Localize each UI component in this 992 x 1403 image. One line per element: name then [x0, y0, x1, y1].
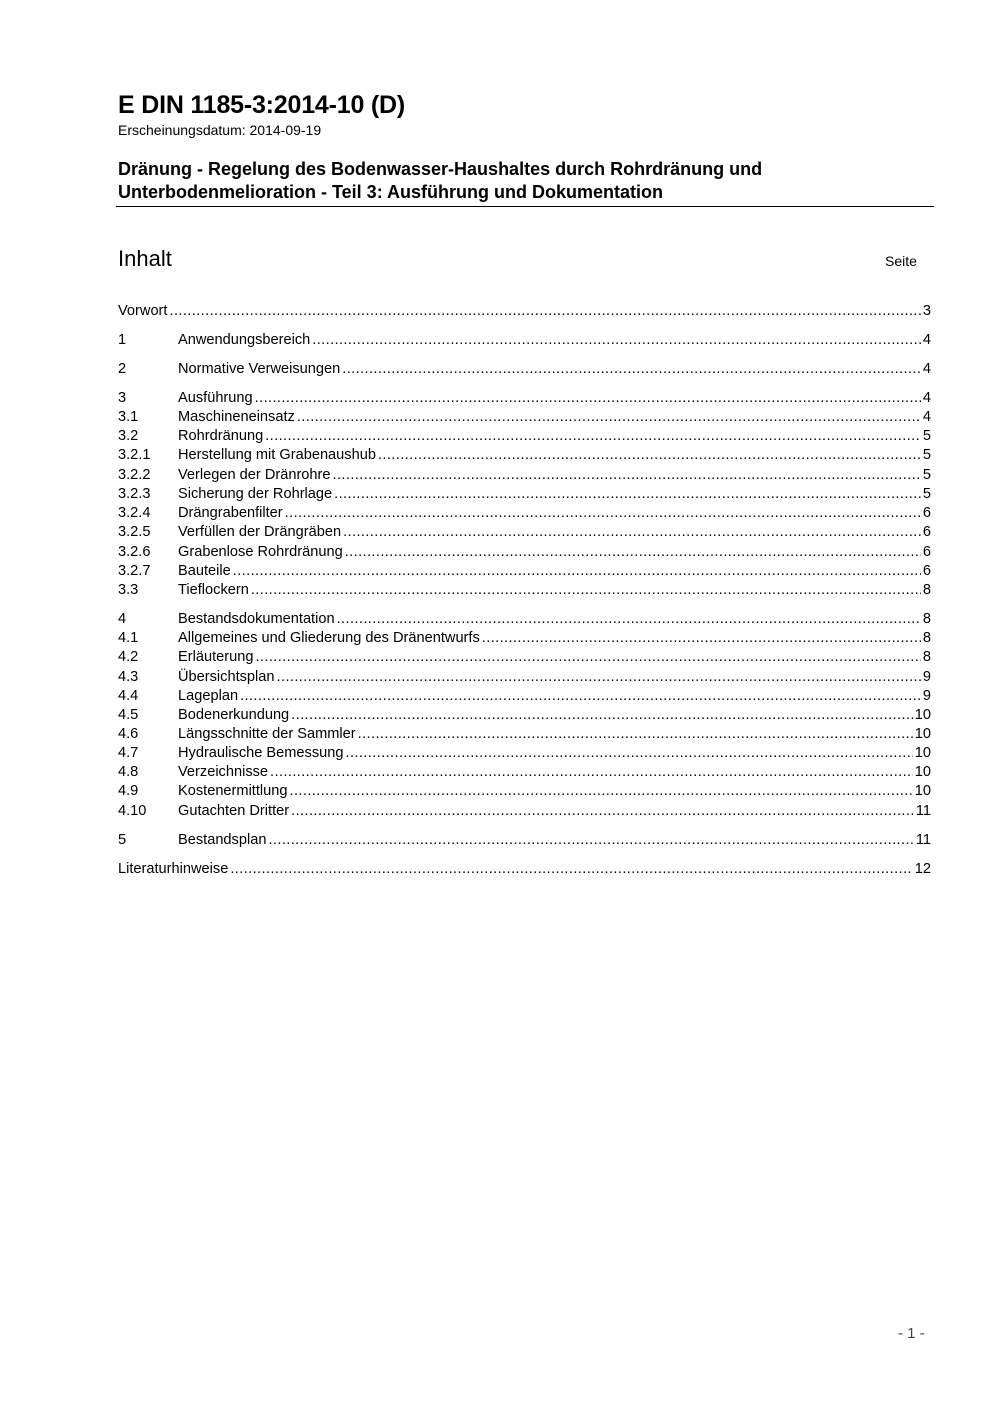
toc-entry[interactable]	[118, 610, 931, 629]
toc-entry-title: Verlegen der Dränrohre	[178, 467, 331, 483]
toc-dot-leader	[312, 331, 921, 350]
toc-entry-page: 11	[915, 803, 931, 819]
toc-entry-title: Gutachten Dritter	[178, 803, 290, 819]
toc-entry-number: 2	[118, 361, 127, 377]
toc-entry-title: Herstellung mit Grabenaushub	[178, 447, 376, 463]
toc-dot-leader	[291, 802, 914, 821]
toc-entry[interactable]	[118, 860, 931, 879]
toc-entry-title: Bodenerkundung	[178, 707, 290, 723]
toc-entry-title: Übersichtsplan	[178, 669, 275, 685]
toc-entry-number: 3.2.4	[118, 505, 151, 521]
toc-dot-leader	[345, 543, 921, 562]
toc-entry-page: 10	[914, 745, 931, 761]
toc-entry[interactable]	[118, 466, 931, 485]
toc-entry-number: 4.9	[118, 783, 139, 799]
toc-entry-title: Verfüllen der Drängräben	[178, 524, 342, 540]
toc-entry-title: Ausführung	[178, 390, 253, 406]
toc-entry-title: Normative Verweisungen	[178, 361, 341, 377]
toc-dot-leader	[277, 668, 921, 687]
toc-entry-page: 4	[922, 390, 931, 406]
toc-heading: Inhalt	[118, 246, 172, 271]
toc-entry-title: Vorwort	[118, 303, 168, 319]
toc-entry[interactable]	[118, 446, 931, 465]
toc-entry[interactable]	[118, 562, 931, 581]
toc-entry-number: 4.4	[118, 688, 139, 704]
toc-entry-title: Anwendungsbereich	[178, 332, 311, 348]
toc-entry-page: 4	[922, 361, 931, 377]
toc-entry[interactable]	[118, 629, 931, 648]
toc-entry-page: 4	[922, 409, 931, 425]
toc-entry-page: 5	[922, 447, 931, 463]
toc-entry-page: 12	[914, 861, 931, 877]
toc-entry-title: Grabenlose Rohrdränung	[178, 544, 343, 560]
toc-dot-leader	[265, 427, 921, 446]
toc-entry-number: 4.3	[118, 669, 139, 685]
toc-entry-page: 5	[922, 467, 931, 483]
toc-entry-number: 4.5	[118, 707, 139, 723]
toc-entry-page: 3	[922, 303, 931, 319]
toc-entry-title: Rohrdränung	[178, 428, 264, 444]
toc-entry[interactable]	[118, 360, 931, 379]
toc-entry-number: 3.2.5	[118, 524, 151, 540]
toc-entry-number: 1	[118, 332, 127, 348]
toc-entry-number: 4.2	[118, 649, 139, 665]
toc-entry[interactable]	[118, 331, 931, 350]
toc-entry-title: Bestandsdokumentation	[178, 611, 335, 627]
toc-dot-leader	[290, 782, 913, 801]
toc-entry-title: Tieflockern	[178, 582, 249, 598]
toc-entry-number: 3	[118, 390, 127, 406]
toc-entry-title: Längsschnitte der Sammler	[178, 726, 356, 742]
toc-entry-title: Bauteile	[178, 563, 231, 579]
toc-entry-title: Literaturhinweise	[118, 861, 229, 877]
toc-dot-leader	[169, 302, 920, 321]
toc-dot-leader	[378, 446, 921, 465]
toc-entry[interactable]	[118, 427, 931, 446]
toc-dot-leader	[358, 725, 913, 744]
toc-entry[interactable]	[118, 831, 931, 850]
toc-dot-leader	[233, 562, 921, 581]
toc-entry-page: 10	[914, 764, 931, 780]
toc-entry-page: 5	[922, 486, 931, 502]
toc-entry-page: 8	[922, 649, 931, 665]
toc-dot-leader	[285, 504, 921, 523]
toc-entry-page: 6	[922, 505, 931, 521]
toc-entry[interactable]	[118, 744, 931, 763]
toc-entry[interactable]	[118, 725, 931, 744]
toc-entry-page: 10	[914, 783, 931, 799]
toc-entry-number: 4.6	[118, 726, 139, 742]
toc-entry[interactable]	[118, 302, 931, 321]
toc-entry-title: Verzeichnisse	[178, 764, 269, 780]
toc-entry-page: 5	[922, 428, 931, 444]
toc-entry[interactable]	[118, 543, 931, 562]
toc-entry[interactable]	[118, 648, 931, 667]
toc-dot-leader	[333, 466, 921, 485]
toc-page-column-label: Seite	[885, 253, 917, 269]
toc-entry-number: 4.10	[118, 803, 147, 819]
toc-entry-page: 9	[922, 669, 931, 685]
toc-entry-title: Lageplan	[178, 688, 239, 704]
toc-dot-leader	[291, 706, 913, 725]
title-divider	[116, 206, 934, 207]
toc-entry-number: 3.2.3	[118, 486, 151, 502]
toc-entry-number: 3.2.1	[118, 447, 151, 463]
toc-entry-title: Maschineneinsatz	[178, 409, 295, 425]
toc-entry-title: Erläuterung	[178, 649, 254, 665]
toc-entry-number: 3.2.2	[118, 467, 151, 483]
toc-entry[interactable]	[118, 504, 931, 523]
toc-entry-number: 5	[118, 832, 127, 848]
toc-dot-leader	[343, 523, 921, 542]
toc-entry-title: Drängrabenfilter	[178, 505, 283, 521]
toc-entry-number: 4.1	[118, 630, 139, 646]
toc-entry[interactable]	[118, 802, 931, 821]
toc-entry-page: 10	[914, 707, 931, 723]
document-title: Dränung - Regelung des Bodenwasser-Haushaltes durch Rohrdränung und Unterbodenmelioration - Teil 3: Ausführung und Dokumentation	[118, 159, 763, 202]
toc-entry-number: 4.8	[118, 764, 139, 780]
toc-dot-leader	[342, 360, 921, 379]
toc-entry[interactable]	[118, 408, 931, 427]
toc-dot-leader	[255, 648, 920, 667]
toc-dot-leader	[251, 581, 921, 600]
toc-entry-number: 3.2.7	[118, 563, 151, 579]
toc-entry-number: 3.3	[118, 582, 139, 598]
toc-entry[interactable]	[118, 706, 931, 725]
toc-entry[interactable]	[118, 581, 931, 600]
toc-entry-title: Kostenermittlung	[178, 783, 288, 799]
toc-dot-leader	[230, 860, 912, 879]
toc-dot-leader	[270, 763, 913, 782]
toc-dot-leader	[297, 408, 921, 427]
toc-entry[interactable]	[118, 485, 931, 504]
toc-entry-page: 11	[915, 832, 931, 848]
toc-entry-number: 4	[118, 611, 127, 627]
toc-dot-leader	[337, 610, 921, 629]
toc-entry[interactable]	[118, 389, 931, 408]
toc-entry-page: 8	[922, 582, 931, 598]
toc-entry-page: 4	[922, 332, 931, 348]
toc-entry-page: 9	[922, 688, 931, 704]
toc-entry-page: 6	[922, 524, 931, 540]
page-number: - 1 -	[898, 1325, 925, 1342]
toc-entry-page: 6	[922, 563, 931, 579]
toc-dot-leader	[268, 831, 913, 850]
toc-entry-title: Sicherung der Rohrlage	[178, 486, 333, 502]
toc-entry-page: 6	[922, 544, 931, 560]
publication-date: Erscheinungsdatum: 2014-09-19	[118, 122, 322, 138]
toc-entry[interactable]	[118, 687, 931, 706]
document-code: E DIN 1185-3:2014-10 (D)	[118, 91, 406, 119]
toc-entry[interactable]	[118, 523, 931, 542]
toc-dot-leader	[240, 687, 921, 706]
toc-entry-number: 3.2.6	[118, 544, 151, 560]
toc-entry-title: Hydraulische Bemessung	[178, 745, 344, 761]
toc-dot-leader	[345, 744, 912, 763]
toc-dot-leader	[255, 389, 921, 408]
toc-entry-number: 3.2	[118, 428, 139, 444]
toc-entry[interactable]	[118, 668, 931, 687]
toc-entry-page: 8	[922, 630, 931, 646]
toc-entry-page: 10	[914, 726, 931, 742]
toc-entry-page: 8	[922, 611, 931, 627]
toc-entry-title: Bestandsplan	[178, 832, 267, 848]
toc-entry-number: 3.1	[118, 409, 139, 425]
toc-entry-number: 4.7	[118, 745, 139, 761]
toc-dot-leader	[334, 485, 921, 504]
toc-entry[interactable]	[118, 782, 931, 801]
toc-entry[interactable]	[118, 763, 931, 782]
toc-dot-leader	[482, 629, 921, 648]
toc-entry-title: Allgemeines und Gliederung des Dränentwurfs	[178, 630, 480, 646]
